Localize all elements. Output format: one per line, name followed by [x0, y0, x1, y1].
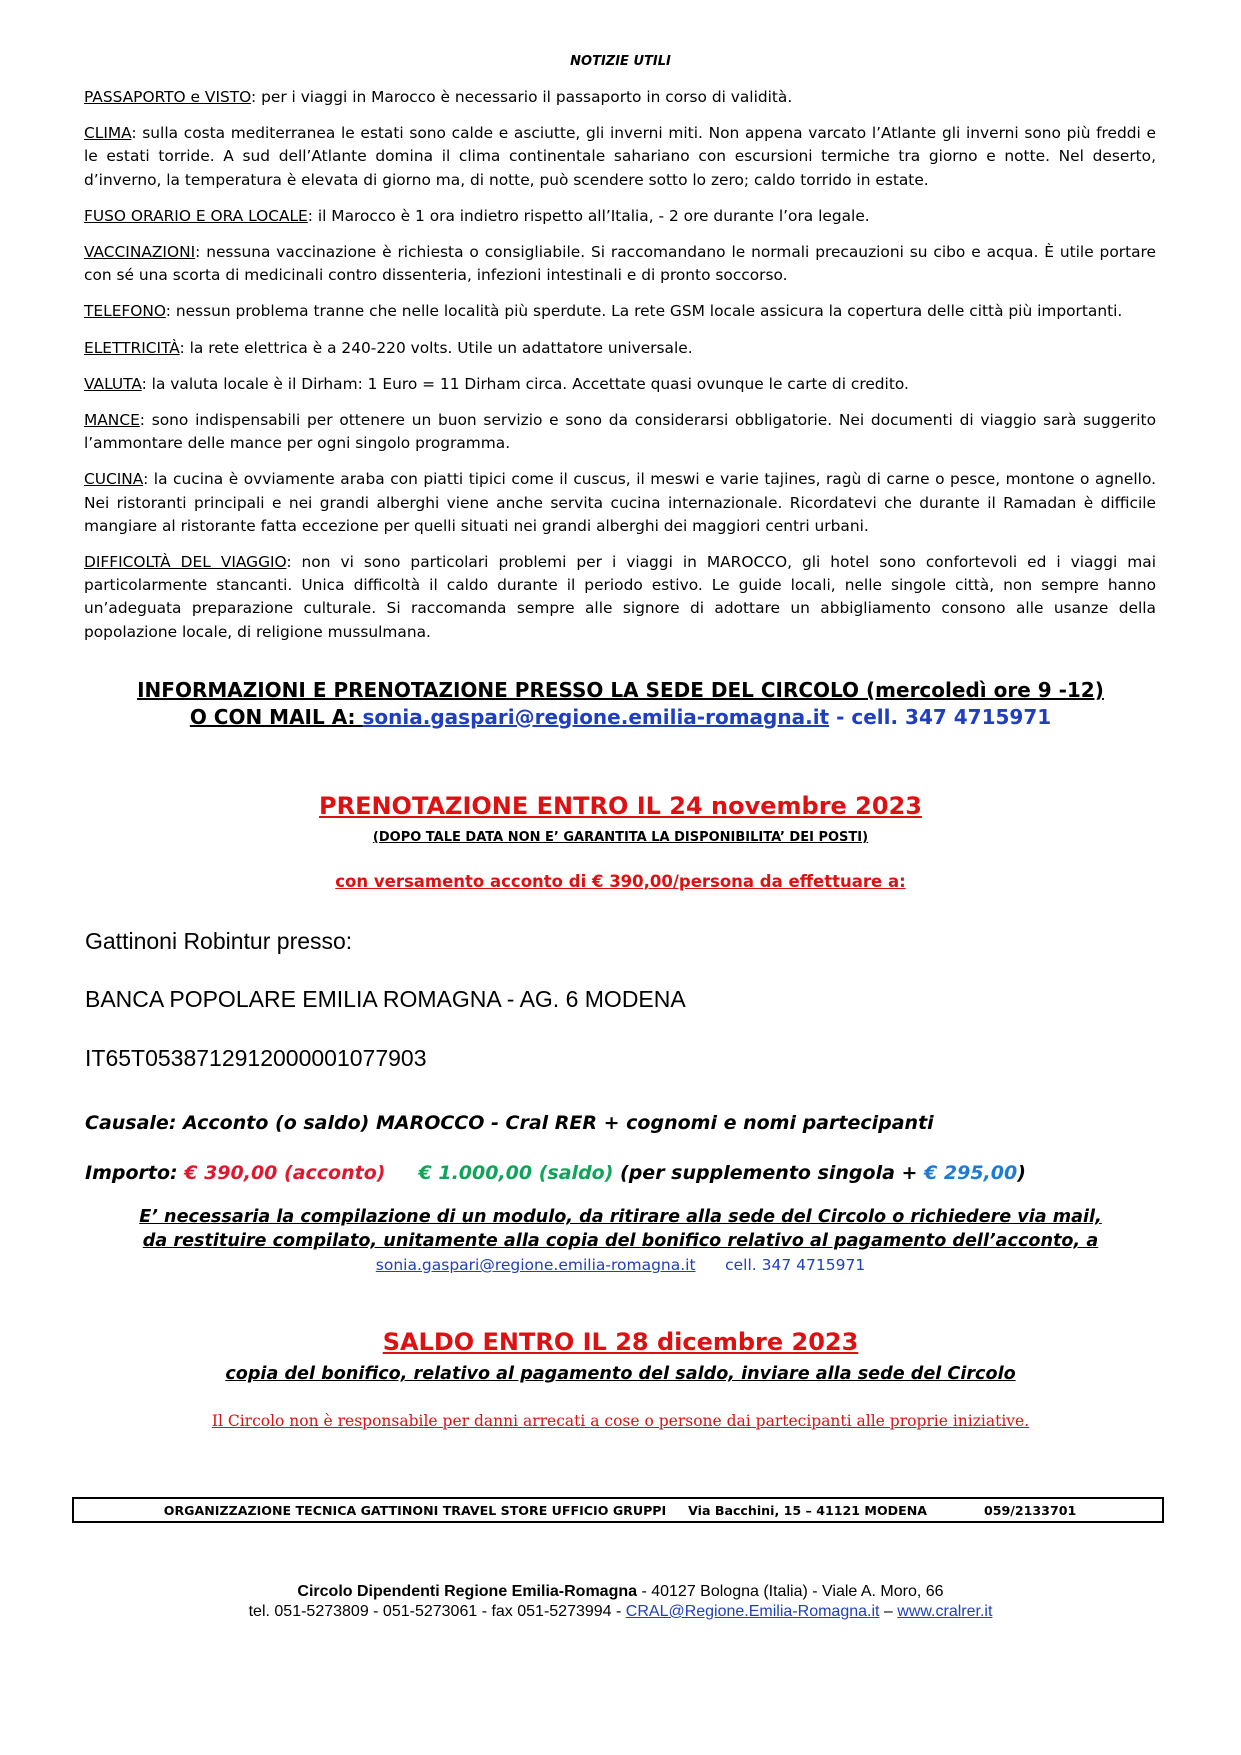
importo-label: Importo: [85, 1162, 185, 1184]
note-key: DIFFICOLTÀ DEL VIAGGIO [84, 553, 287, 572]
info-line-2 [0, 704, 1241, 731]
note-key: CUCINA [84, 470, 144, 489]
modulo-contact [0, 1253, 1241, 1277]
note-key: FUSO ORARIO E ORA LOCALE [84, 206, 308, 225]
modulo-section [0, 1205, 1241, 1277]
note-text: : il Marocco è 1 ora indietro rispetto all’Italia, - 2 ore durante l’ora legale. [307, 206, 870, 225]
info-mail-prefix: O CON MAIL A: [189, 705, 363, 729]
info-cell: - cell. 347 4715971 [829, 705, 1052, 729]
importo-saldo: € 1.000,00 (saldo) [418, 1162, 614, 1184]
footer-separator: – [879, 1603, 898, 1620]
note-cucina [84, 468, 1156, 538]
note-text: : nessuna vaccinazione è richiesta o consigliabile. Si raccomandano le normali precauzioni su cibo e acqua. È utile portare con sé una scorta di medicinali contro dissenteria, infezioni intestinali e di pronto soccorso. [84, 243, 1156, 285]
note-fuso-orario [84, 205, 1156, 228]
bank-name: BANCA POPOLARE EMILIA ROMAGNA - AG. 6 MODENA [85, 986, 686, 1012]
note-text: : la valuta locale è il Dirham: 1 Euro = 11 Dirham circa. Accettate quasi ovunque le carte di credito. [141, 374, 909, 393]
note-text: : la rete elettrica è a 240-220 volts. Utile un adattatore universale. [179, 338, 693, 357]
importo-supp-prefix: (per supplemento singola + [613, 1162, 925, 1184]
modulo-email-link[interactable]: sonia.gaspari@regione.emilia-romagna.it [375, 1256, 696, 1274]
importo-supp-value: € 295,00 [924, 1162, 1018, 1184]
acconto-line: con versamento acconto di € 390,00/persona da effettuare a: [335, 872, 906, 891]
footer-email-link[interactable]: CRAL@Regione.Emilia-Romagna.it [625, 1603, 880, 1620]
prenotazione-title: PRENOTAZIONE ENTRO IL 24 novembre 2023 [319, 792, 922, 820]
note-key: MANCE [84, 411, 140, 430]
note-elettricita [84, 337, 1156, 360]
footer-line-2 [0, 1602, 1241, 1622]
note-key: PASSAPORTO e VISTO [84, 88, 251, 106]
note-mance [84, 409, 1156, 455]
importo-supp-suffix: ) [1017, 1162, 1026, 1184]
info-section [0, 677, 1241, 731]
info-email-link[interactable]: sonia.gaspari@regione.emilia-romagna.it [362, 705, 830, 729]
note-key: VACCINAZIONI [84, 243, 196, 262]
disclaimer: Il Circolo non è responsabile per danni arrecati a cose o persone dai partecipanti alle proprie iniziative. [211, 1412, 1030, 1430]
info-line-1: INFORMAZIONI E PRENOTAZIONE PRESSO LA SEDE DEL CIRCOLO (mercoledì ore 9 -12) [137, 678, 1104, 702]
note-clima [84, 122, 1156, 192]
prenotazione-subtitle: (DOPO TALE DATA NON E’ GARANTITA LA DISPONIBILITA’ DEI POSTI) [372, 830, 869, 845]
note-key: ELETTRICITÀ [84, 338, 180, 357]
note-difficolta [84, 551, 1156, 644]
note-passaporto [84, 86, 1156, 109]
causale-line: Causale: Acconto (o saldo) MAROCCO - Cral RER + cognomi e nomi partecipanti [85, 1112, 934, 1134]
importo-acconto: € 390,00 (acconto) [184, 1162, 386, 1184]
note-text: : la cucina è ovviamente araba con piatti tipici come il cuscus, il meswi e varie tajines, ragù di carne o pesce, montone o agnello. Nei ristoranti principali e nei grandi alberghi viene anche servita cucina internazionale. Ricordatevi che durante il Ramadan è difficile mangiare al ristorante fatta eccezione per quelli situati nei grandi alberghi dei maggiori centri urbani. [84, 470, 1156, 535]
note-valuta [84, 373, 1156, 396]
note-vaccinazioni [84, 241, 1156, 287]
note-telefono [84, 300, 1156, 323]
notes-section [84, 86, 1156, 657]
note-key: CLIMA [84, 124, 132, 143]
modulo-cell: cell. 347 4715971 [725, 1256, 866, 1274]
footer-org-name: Circolo Dipendenti Regione Emilia-Romagna [297, 1583, 638, 1600]
modulo-line-1: E’ necessaria la compilazione di un modulo, da ritirare alla sede del Circolo o richiedere via mail, [139, 1207, 1102, 1227]
bank-recipient: Gattinoni Robintur presso: [85, 928, 353, 954]
footer-tel: tel. 051-5273809 - 051-5273061 - fax 051-5273994 - [248, 1603, 626, 1620]
organization-box [72, 1497, 1164, 1523]
page-title: NOTIZIE UTILI [570, 54, 671, 69]
bank-iban: IT65T0538712912000001077903 [85, 1045, 427, 1071]
footer-website-link[interactable]: www.cralrer.it [897, 1603, 993, 1620]
saldo-title: SALDO ENTRO IL 28 dicembre 2023 [382, 1328, 859, 1356]
note-text: : non vi sono particolari problemi per i viaggi in MAROCCO, gli hotel sono confortevoli ed i viaggi mai particolarmente stancanti. Unica difficoltà il caldo durante il periodo estivo. Le guide locali, nelle singole città, non sempre hanno un’adeguata preparazione culturale. Si raccomanda sempre alle signore di adottare un abbigliamento consono alle usanze della popolazione locale, di religione mussulmana. [84, 553, 1156, 641]
footer-address: - 40127 Bologna (Italia) - Viale A. Moro, 66 [637, 1583, 944, 1600]
note-key: VALUTA [84, 374, 142, 393]
saldo-subtitle: copia del bonifico, relativo al pagamento del saldo, inviare alla sede del Circolo [225, 1364, 1016, 1384]
note-text: : sono indispensabili per ottenere un buon servizio e sono da considerarsi obbligatorie. Nei documenti di viaggio sarà suggerito l’ammontare delle mance per ogni singolo programma. [84, 411, 1156, 453]
note-text: : sulla costa mediterranea le estati sono calde e asciutte, gli inverni miti. Non appena varcato l’Atlante gli inverni sono più freddi e le estati torride. A sud dell’Atlante domina il clima continentale sahariano con escursioni termiche tra giorno e notte. Nel deserto, d’inverno, la temperatura è elevata di giorno ma, di notte, può scendere sotto lo zero; caldo torrido in estate. [84, 124, 1156, 189]
importo-line [85, 1162, 1026, 1184]
modulo-line-2: da restituire compilato, unitamente alla copia del bonifico relativo al pagamento dell’acconto, a [142, 1231, 1099, 1251]
organization-text: ORGANIZZAZIONE TECNICA GATTINONI TRAVEL STORE UFFICIO GRUPPI Via Bacchini, 15 – 41121 MODENA 059/2133701 [163, 1503, 1077, 1518]
note-text: : per i viaggi in Marocco è necessario il passaporto in corso di validità. [251, 88, 793, 106]
footer-line-1 [0, 1582, 1241, 1602]
footer [0, 1582, 1241, 1622]
note-text: : nessun problema tranne che nelle località più sperdute. La rete GSM locale assicura la copertura delle città più importanti. [165, 302, 1123, 321]
note-key: TELEFONO [84, 302, 166, 321]
